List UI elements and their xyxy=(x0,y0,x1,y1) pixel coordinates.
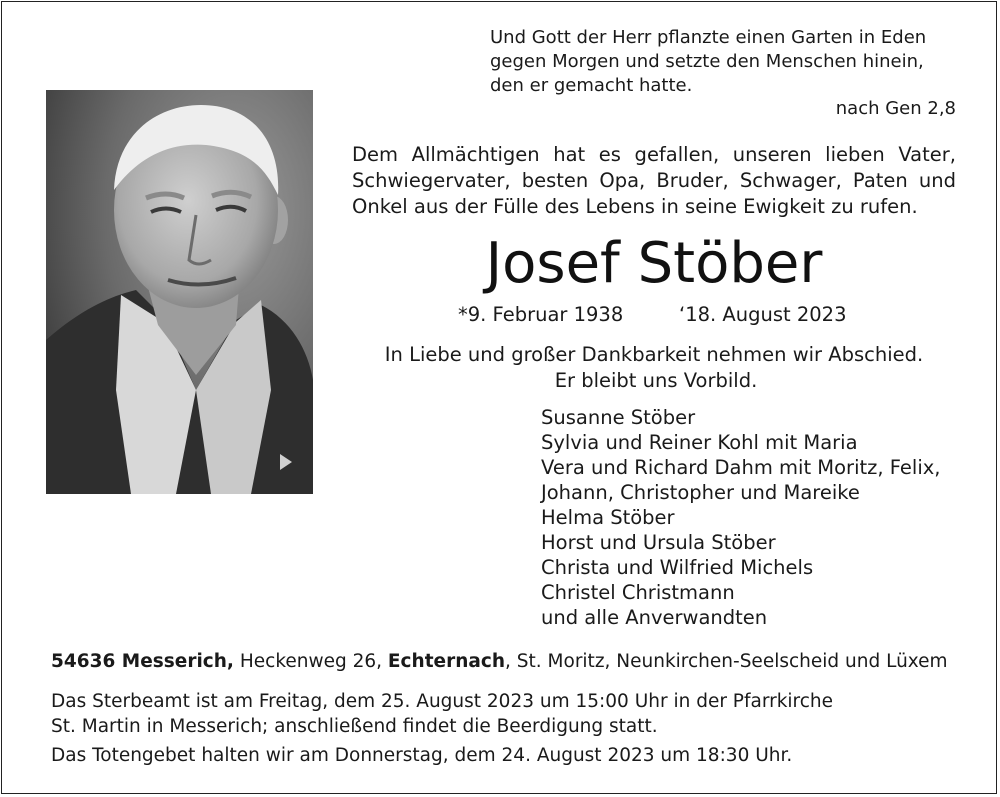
farewell-line: In Liebe und großer Dankbarkeit nehmen wir Abschied. xyxy=(384,343,924,366)
address-place-primary: 54636 Messerich, xyxy=(51,651,234,672)
verse-reference: nach Gen 2,8 xyxy=(835,98,956,119)
bible-verse xyxy=(490,26,960,98)
mourner-entry: Vera und Richard Dahm mit Moritz, Felix, xyxy=(541,456,941,479)
announcement-line: Onkel aus der Fülle des Lebens in seine Ewigkeit zu rufen. xyxy=(352,195,918,218)
mourner-entry: Christa und Wilfried Michels xyxy=(541,556,814,579)
verse-line: den er gemacht hatte. xyxy=(490,75,693,96)
mourner-entry: Christel Christmann xyxy=(541,581,735,604)
address-other-places: , St. Moritz, Neunkirchen-Seelscheid und Lüxem xyxy=(505,651,948,672)
service-line: Das Totengebet halten wir am Donnerstag, dem 24. August 2023 um 18:30 Uhr. xyxy=(51,745,793,766)
announcement-text xyxy=(352,142,956,220)
mourners-list xyxy=(541,405,961,630)
mourner-entry: Horst und Ursula Stöber xyxy=(541,531,776,554)
service-line: Das Sterbeamt ist am Freitag, dem 25. August 2023 um 15:00 Uhr in der Pfarrkirche xyxy=(51,691,834,712)
mourner-entry: Sylvia und Reiner Kohl mit Maria xyxy=(541,431,858,454)
verse-line: gegen Morgen und setzte den Menschen hinein, xyxy=(490,51,924,72)
birth-date: *9. Februar 1938 xyxy=(458,303,624,326)
deceased-name: Josef Stöber xyxy=(485,231,823,296)
death-date: ‘18. August 2023 xyxy=(679,303,847,326)
mourner-entry: und alle Anverwandten xyxy=(541,606,768,629)
mourner-entry: Susanne Stöber xyxy=(541,406,696,429)
announcement-line: Dem Allmächtigen hat es gefallen, unseren lieben Vater, xyxy=(352,143,956,166)
portrait-photo xyxy=(46,90,313,494)
mourner-entry: Johann, Christopher und Mareike xyxy=(541,481,860,504)
service-line: St. Martin in Messerich; anschließend findet die Beerdigung statt. xyxy=(51,716,658,737)
address-street: Heckenweg 26, xyxy=(233,651,388,672)
announcement-line: Schwiegervater, besten Opa, Bruder, Schwager, Paten und xyxy=(352,169,956,192)
farewell-text xyxy=(352,342,956,394)
service-info xyxy=(51,689,981,768)
address-line xyxy=(51,650,981,674)
portrait-image xyxy=(46,90,313,494)
mourner-entry: Helma Stöber xyxy=(541,506,675,529)
verse-line: Und Gott der Herr pflanzte einen Garten in Eden xyxy=(490,27,927,48)
address-place-secondary: Echternach xyxy=(387,651,506,672)
farewell-line: Er bleibt uns Vorbild. xyxy=(554,369,758,392)
